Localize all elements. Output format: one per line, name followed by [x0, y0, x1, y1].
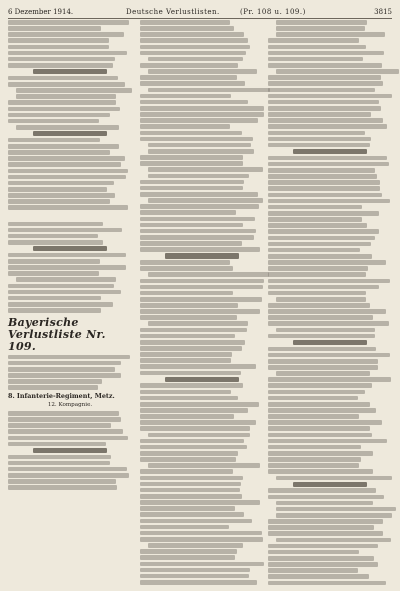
entry-line	[268, 402, 370, 407]
entry-line	[140, 155, 243, 160]
entry-line	[8, 113, 110, 118]
entry-line	[268, 309, 386, 314]
entry-line	[293, 340, 367, 345]
entry-line	[8, 423, 111, 428]
entry-line	[140, 328, 247, 333]
entry-line	[140, 204, 259, 209]
header-date: 6 Dezember 1914.	[8, 8, 74, 16]
entry-line	[8, 234, 98, 239]
entry-line	[140, 235, 254, 240]
entry-line	[140, 94, 231, 99]
entry-line	[268, 365, 378, 370]
entry-line	[140, 488, 240, 493]
entry-line	[268, 75, 381, 80]
entry-line	[8, 162, 121, 167]
entry-line	[8, 385, 98, 390]
entry-line	[268, 463, 359, 468]
entry-line	[268, 137, 371, 142]
entry-line	[8, 473, 129, 478]
entry-line	[8, 485, 117, 490]
entry-line	[140, 352, 232, 357]
entry-line	[8, 193, 115, 198]
column-3	[268, 20, 392, 587]
entry-line	[268, 94, 392, 99]
entry-line	[268, 63, 382, 68]
entry-line	[16, 277, 116, 282]
entry-line	[8, 355, 130, 360]
entry-line	[140, 500, 260, 505]
entry-line	[8, 181, 114, 186]
entry-line	[8, 26, 101, 31]
entry-line	[8, 222, 103, 227]
entry-line	[165, 377, 239, 382]
entry-line	[140, 137, 253, 142]
entry-line	[140, 291, 233, 296]
entry-line	[8, 150, 110, 155]
entry-line	[268, 38, 359, 43]
entry-line	[8, 156, 125, 161]
entry-line	[8, 296, 101, 301]
entry-line	[140, 580, 257, 585]
entry-line	[8, 373, 121, 378]
entry-line	[140, 555, 235, 560]
entry-line	[268, 236, 375, 241]
entry-line	[268, 248, 360, 253]
entry-line	[268, 217, 362, 222]
entry-line	[276, 69, 399, 74]
entry-line	[148, 321, 248, 326]
entry-line	[140, 81, 245, 86]
entry-line	[268, 390, 365, 395]
entry-line	[8, 379, 102, 384]
entry-line	[140, 414, 234, 419]
entry-line	[8, 199, 110, 204]
entry-line	[8, 228, 122, 233]
entry-line	[140, 568, 250, 573]
entry-line	[268, 118, 383, 123]
page-header	[8, 6, 392, 18]
entry-line	[140, 210, 236, 215]
entry-line	[268, 457, 361, 462]
entry-line	[8, 284, 114, 289]
header-rule	[8, 18, 392, 19]
entry-line	[140, 112, 264, 117]
entry-line	[268, 519, 383, 524]
entry-line	[140, 32, 244, 37]
entry-line	[140, 525, 229, 530]
entry-line	[268, 180, 380, 185]
entry-line	[140, 420, 256, 425]
entry-line	[148, 57, 243, 62]
entry-line	[8, 45, 109, 50]
entry-line	[140, 26, 234, 31]
entry-line	[268, 420, 382, 425]
entry-line	[276, 371, 370, 376]
entry-line	[140, 180, 244, 185]
entry-line	[268, 439, 387, 444]
entry-line	[276, 26, 365, 31]
entry-line	[8, 253, 126, 258]
entry-line	[8, 63, 113, 68]
entry-line	[8, 467, 127, 472]
entry-line	[140, 562, 264, 567]
entry-line	[140, 482, 241, 487]
entry-line	[148, 433, 250, 438]
entry-line	[140, 241, 242, 246]
entry-line	[276, 297, 366, 302]
entry-line	[8, 455, 111, 460]
entry-line	[8, 417, 121, 422]
entry-line	[8, 119, 99, 124]
entry-line	[268, 495, 384, 500]
entry-line	[8, 169, 128, 174]
entry-line	[140, 20, 230, 25]
entry-line	[268, 112, 371, 117]
entry-line	[140, 371, 241, 376]
entry-line	[8, 38, 109, 43]
entry-line	[140, 549, 237, 554]
entry-line	[268, 143, 370, 148]
entry-line	[148, 167, 263, 172]
entry-line	[268, 272, 366, 277]
entry-line	[268, 211, 379, 216]
entry-line	[148, 198, 263, 203]
entry-line	[268, 229, 379, 234]
entry-line	[8, 308, 101, 313]
entry-line	[268, 426, 370, 431]
entry-line	[268, 193, 382, 198]
entry-line	[140, 531, 262, 536]
entry-line	[8, 302, 113, 307]
column-2	[140, 20, 264, 586]
entry-line	[268, 544, 378, 549]
entry-line	[268, 81, 383, 86]
entry-line	[140, 439, 244, 444]
entry-line	[268, 205, 362, 210]
entry-line	[140, 260, 230, 265]
entry-line	[140, 279, 264, 284]
entry-line	[8, 259, 100, 264]
entry-line	[140, 451, 238, 456]
entry-line	[140, 229, 256, 234]
entry-line	[268, 100, 379, 105]
entry-line	[268, 321, 389, 326]
entry-line	[140, 309, 260, 314]
column-1-intro-text	[8, 355, 132, 390]
entry-line	[268, 279, 390, 284]
entry-line	[8, 144, 119, 149]
entry-line	[140, 75, 237, 80]
entry-line	[268, 574, 369, 579]
entry-line	[268, 88, 375, 93]
entry-line	[276, 328, 375, 333]
entry-line	[140, 131, 242, 136]
entry-line	[140, 383, 243, 388]
column-1	[8, 20, 132, 491]
entry-line	[140, 537, 263, 542]
entry-line	[140, 457, 236, 462]
entry-line	[148, 272, 269, 277]
entry-line	[140, 186, 243, 191]
entry-line	[140, 315, 237, 320]
entry-line	[268, 488, 376, 493]
entry-line	[268, 156, 387, 161]
entry-line	[268, 51, 384, 56]
regiment-heading: 8. Infanterie-Regiment, Metz.	[8, 392, 115, 400]
entry-line	[140, 51, 246, 56]
entry-line	[276, 20, 367, 25]
entry-line	[268, 223, 367, 228]
entry-line	[268, 303, 370, 308]
entry-line	[140, 512, 244, 517]
entry-line	[268, 57, 363, 62]
entry-line	[140, 340, 245, 345]
column-1-entries-top	[8, 20, 132, 313]
entry-line	[140, 469, 233, 474]
entry-line	[140, 494, 242, 499]
entry-line	[276, 513, 392, 518]
entry-line	[8, 32, 124, 37]
entry-line	[140, 390, 231, 395]
entry-line	[268, 377, 391, 382]
entry-line	[8, 479, 116, 484]
entry-line	[140, 408, 248, 413]
entry-line	[293, 149, 367, 154]
entry-line	[8, 100, 116, 105]
entry-line	[16, 94, 116, 99]
entry-line	[8, 290, 121, 295]
header-issue: (Pr. 108 u. 109.)	[240, 8, 306, 16]
entry-line	[268, 550, 359, 555]
entry-line	[268, 383, 372, 388]
entry-line	[8, 271, 99, 276]
entry-line	[140, 364, 256, 369]
entry-line	[140, 45, 250, 50]
entry-line	[8, 205, 128, 210]
entry-line	[8, 442, 106, 447]
entry-line	[268, 581, 386, 586]
entry-line	[268, 556, 374, 561]
entry-line	[268, 162, 389, 167]
entry-line	[268, 408, 376, 413]
entry-line	[140, 519, 252, 524]
entry-line	[8, 57, 115, 62]
entry-line	[268, 168, 375, 173]
entry-line	[8, 461, 110, 466]
entry-line	[268, 531, 383, 536]
entry-line	[268, 131, 365, 136]
entry-line	[268, 353, 390, 358]
company-heading: 12. Kompagnie.	[47, 402, 93, 408]
entry-line	[16, 125, 119, 130]
entry-line	[140, 358, 231, 363]
entry-line	[268, 124, 387, 129]
entry-line	[140, 426, 250, 431]
entry-line	[148, 69, 257, 74]
entry-line	[268, 562, 378, 567]
entry-line	[276, 32, 385, 37]
entry-line	[8, 361, 121, 366]
entry-line	[8, 175, 126, 180]
entry-line	[268, 260, 386, 265]
entry-line	[148, 174, 249, 179]
header-page-number: 3815	[374, 8, 392, 16]
entry-line	[268, 359, 378, 364]
entry-line	[268, 396, 358, 401]
entry-line	[140, 303, 238, 308]
entry-line	[8, 436, 128, 441]
entry-line	[268, 334, 375, 339]
entry-line	[268, 45, 366, 50]
entry-line	[140, 476, 243, 481]
entry-line	[140, 100, 248, 105]
entry-line	[268, 242, 371, 247]
entry-line	[293, 482, 367, 487]
entry-line	[268, 254, 372, 259]
column-3-entries	[268, 20, 392, 585]
entry-line	[140, 297, 262, 302]
entry-line	[140, 402, 259, 407]
column-2-entries	[140, 20, 264, 585]
entry-line	[140, 266, 233, 271]
entry-line	[8, 265, 126, 270]
entry-line	[140, 161, 243, 166]
entry-line	[140, 247, 260, 252]
entry-line	[268, 347, 376, 352]
entry-line	[276, 476, 392, 481]
entry-line	[268, 186, 380, 191]
entry-line	[8, 411, 119, 416]
entry-line	[268, 451, 373, 456]
entry-line	[268, 266, 368, 271]
entry-line	[140, 217, 255, 222]
entry-line	[276, 507, 396, 512]
entry-line	[140, 38, 248, 43]
entry-line	[140, 118, 258, 123]
entry-line	[268, 174, 377, 179]
entry-line	[268, 445, 361, 450]
entry-line	[276, 538, 391, 543]
entry-line	[140, 63, 238, 68]
entry-line	[268, 285, 379, 290]
entry-line	[148, 149, 254, 154]
entry-line	[140, 124, 230, 129]
entry-line	[33, 131, 107, 136]
entry-line	[8, 138, 100, 143]
entry-line	[8, 82, 125, 87]
entry-line	[16, 88, 132, 93]
entry-line	[268, 315, 373, 320]
entry-line	[268, 291, 366, 296]
entry-line	[8, 107, 120, 112]
entry-line	[33, 69, 107, 74]
entry-line	[268, 106, 381, 111]
entry-line	[8, 367, 115, 372]
verlustliste-title: Bayerische Verlustliste Nr. 109.	[8, 315, 106, 353]
entry-line	[140, 285, 263, 290]
entry-line	[33, 246, 107, 251]
entry-line	[140, 346, 242, 351]
entry-line	[140, 106, 264, 111]
entry-line	[8, 51, 127, 56]
entry-line	[148, 143, 251, 148]
spacer	[8, 217, 132, 222]
header-title: Deutsche Verlustlisten.	[126, 8, 220, 16]
entry-line	[140, 445, 247, 450]
column-1-entries-bottom	[8, 411, 132, 490]
entry-line	[8, 240, 103, 245]
entry-line	[165, 253, 239, 258]
entry-line	[276, 501, 373, 506]
entry-line	[8, 20, 129, 25]
entry-line	[268, 469, 373, 474]
entry-line	[8, 187, 107, 192]
entry-line	[268, 414, 359, 419]
entry-line	[148, 88, 270, 93]
entry-line	[140, 334, 235, 339]
entry-line	[268, 199, 390, 204]
entry-line	[268, 568, 358, 573]
entry-line	[8, 429, 123, 434]
entry-line	[148, 463, 260, 468]
entry-line	[140, 223, 243, 228]
entry-line	[140, 396, 238, 401]
entry-line	[140, 192, 258, 197]
entry-line	[140, 506, 235, 511]
entry-line	[148, 543, 243, 548]
entry-line	[8, 76, 118, 81]
entry-line	[140, 574, 249, 579]
entry-line	[268, 525, 374, 530]
entry-line	[33, 448, 107, 453]
entry-line	[268, 433, 372, 438]
